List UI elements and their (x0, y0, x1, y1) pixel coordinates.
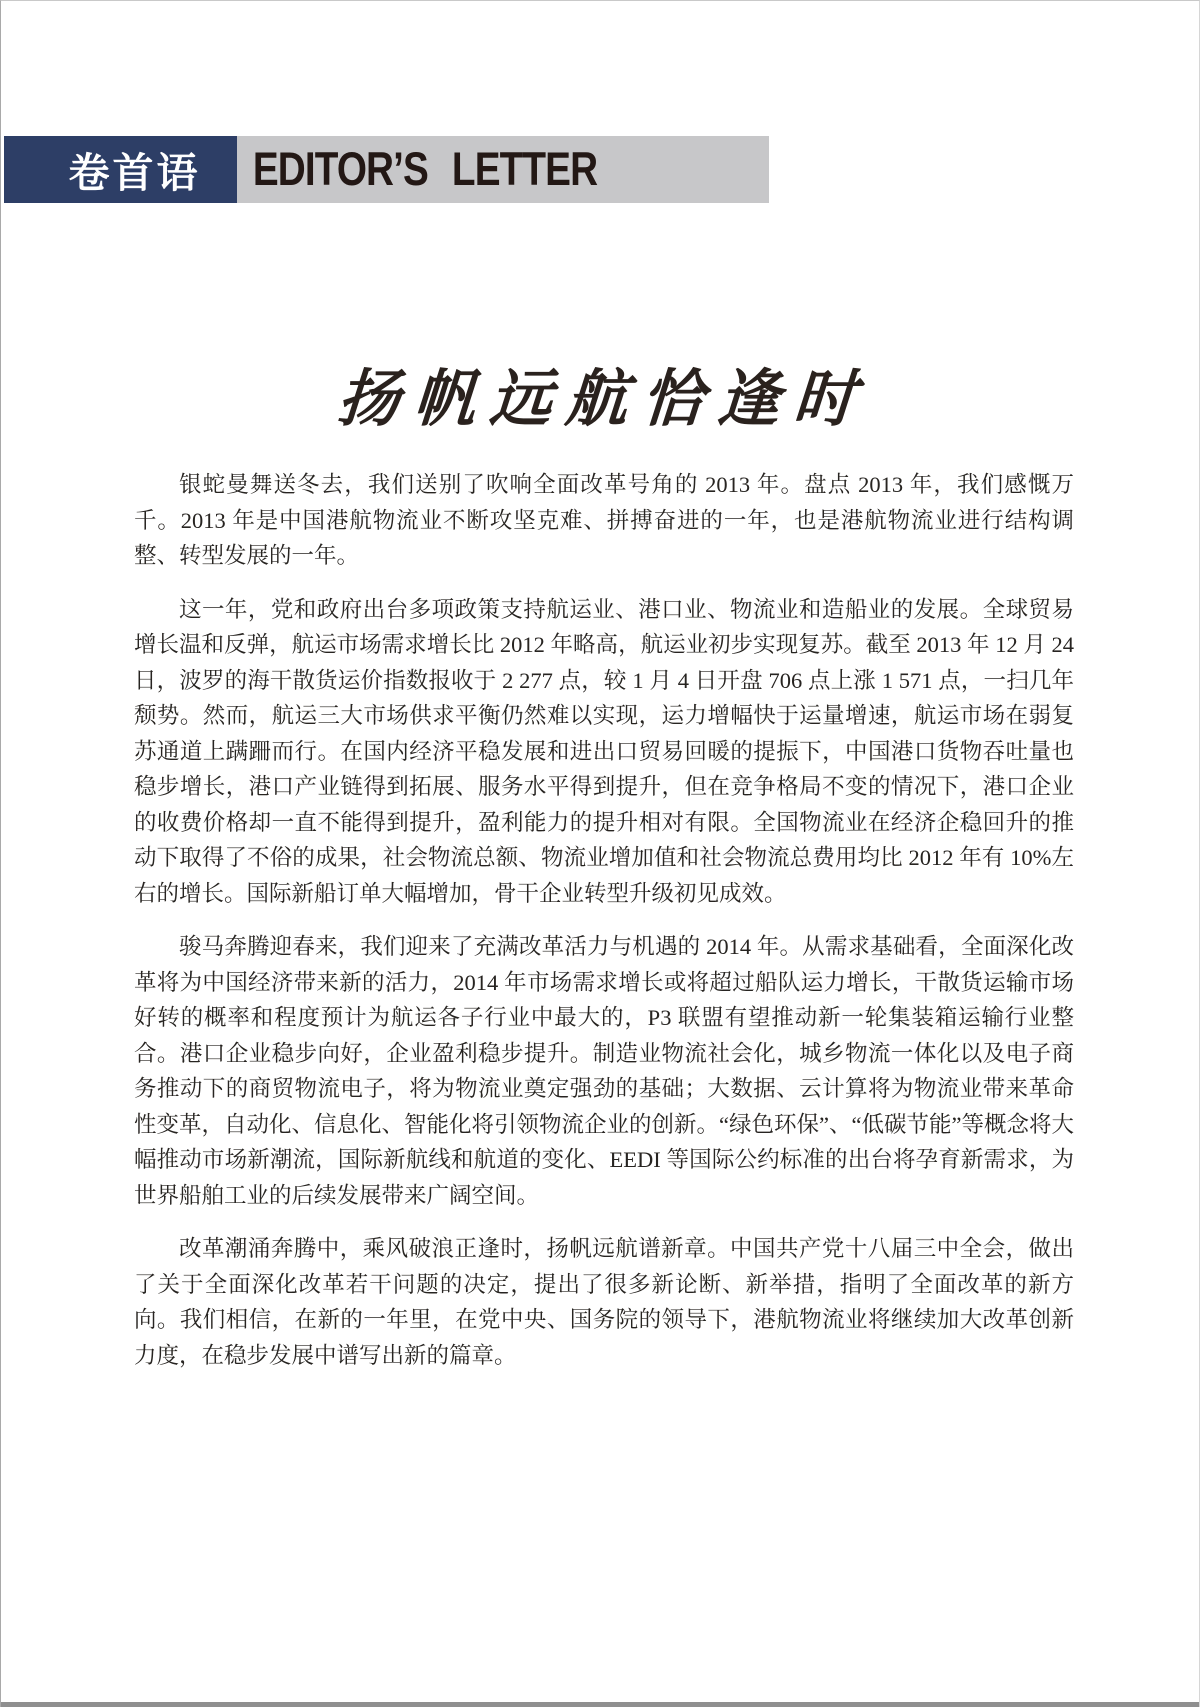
section-title-english: EDITOR’S LETTER (252, 142, 598, 196)
section-title-chinese: 卷首语 (68, 150, 201, 196)
article-paragraph: 骏马奔腾迎春来，我们迎来了充满改革活力与机遇的 2014 年。从需求基础看，全面深化改革将为中国经济带来新的活力，2014 年市场需求增长或将超过船队运力增长，干散货运输市场好转的概率和程度预计为航运各子行业中最大的，P3 联盟有望推动新一轮集装箱运输行业整合。港口企业稳步向好，企业盈利稳步提升。制造业物流社会化，城乡物流一体化以及电子商务推动下的商贸物流电子，将为物流业奠定强劲的基础；大数据、云计算将为物流业带来革命性变革，自动化、信息化、智能化将引领物流企业的创新。“绿色环保”、“低碳节能”等概念将大幅推动市场新潮流，国际新航线和航道的变化、EEDI 等国际公约标准的出台将孕育新需求，为世界船舶工业的后续发展带来广阔空间。 (134, 934, 1074, 1208)
article-paragraph: 这一年，党和政府出台多项政策支持航运业、港口业、物流业和造船业的发展。全球贸易增长温和反弹，航运市场需求增长比 2012 年略高，航运业初步实现复苏。截至 2013 年 12 月 24 日，波罗的海干散货运价指数报收于 2 277 点，较 1 月 4 日开盘 706 点上涨 1 571 点，一扫几年颓势。然而，航运三大市场供求平衡仍然难以实现，运力增幅快于运量增速，航运市场在弱复苏通道上蹒跚而行。在国内经济平稳发展和进出口贸易回暖的提振下，中国港口货物吞吐量也稳步增长，港口产业链得到拓展、服务水平得到提升，但在竞争格局不变的情况下，港口企业的收费价格却一直不能得到提升，盈利能力的提升相对有限。全国物流业在经济企稳回升的推动下取得了不俗的成果，社会物流总额、物流业增加值和社会物流总费用均比 2012 年有 10%左右的增长。国际新船订单大幅增加，骨干企业转型升级初见成效。 (134, 596, 1074, 906)
page-bottom-edge (1, 1702, 1199, 1707)
article-paragraph: 改革潮涌奔腾中，乘风破浪正逢时，扬帆远航谱新章。中国共产党十八届三中全会，做出了关于全面深化改革若干问题的决定，提出了很多新论断、新举措，指明了全面改革的新方向。我们相信，在新的一年里，在党中央、国务院的领导下，港航物流业将继续加大改革创新力度，在稳步发展中谱写出新的篇章。 (134, 1236, 1074, 1368)
article-paragraph: 银蛇曼舞送冬去，我们送别了吹响全面改革号角的 2013 年。盘点 2013 年，我们感慨万千。2013 年是中国港航物流业不断攻坚克难、拼搏奋进的一年，也是港航物流业进行结构调整、转型发展的一年。 (134, 472, 1074, 568)
section-header-cn-block (4, 136, 237, 203)
section-header-en-block (237, 136, 769, 203)
article-body (134, 467, 1074, 1391)
section-header-band (4, 136, 769, 203)
article-title-calligraphy: 扬帆远航恰逢时 (335, 362, 873, 435)
